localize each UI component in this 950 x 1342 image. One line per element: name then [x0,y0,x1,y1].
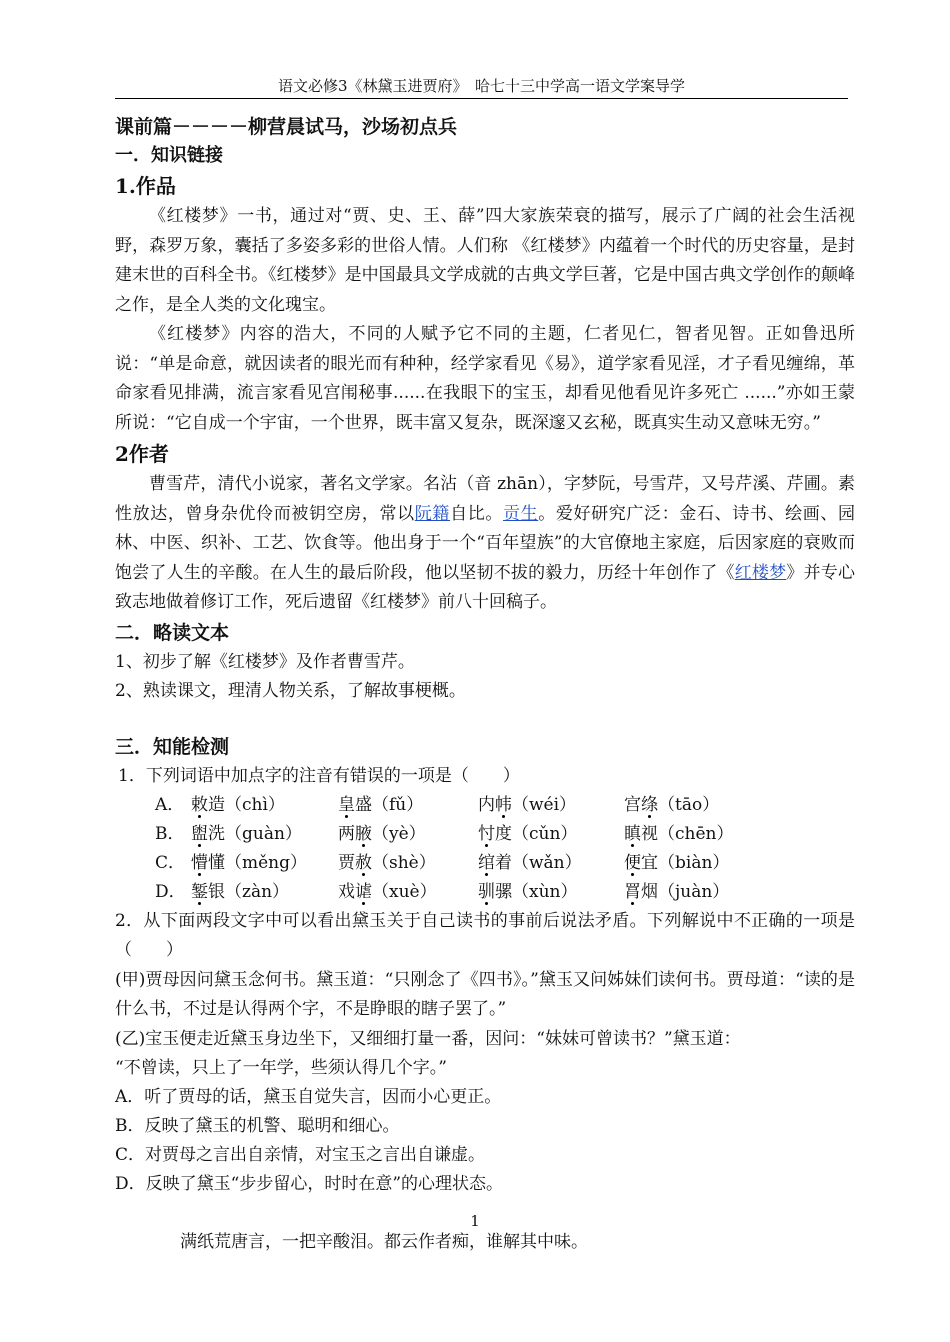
document-body [115,112,855,1199]
option-word: 忖度（cǔn） [478,823,578,844]
passage-jia: (甲)贾母因问黛玉念何书。黛玉道：“只刚念了《四书》。”黛玉又问姊妹们读何书。贾母道：“读的是什么书，不过是认得两个字，不是睁眼的瞎子罢了。” [115,969,855,1019]
option-label: D． [155,881,186,902]
option-word: 内帏（wéi） [478,794,577,815]
section-3-title: 三．知能检测 [115,735,230,758]
option-word: 驯骡（xùn） [478,881,578,902]
author-text-c: 。爱好研究广泛：金石、诗书、绘画、园林、中医、织补、工艺、饮食等。他出身于一个“百年望族”的大官僚地主家庭，后因家庭的衰败而饱尝了人生的辛酸。在人生的最后阶段，他以坚韧不拔的毅力，历经十年创作了《 [115,503,856,583]
author-paragraph [115,470,855,618]
option-word: 贾赦（shè） [338,852,436,873]
option-word: 便宜（biàn） [624,852,730,873]
option-word: 錾银（zàn） [191,881,290,902]
question-2-stem: 2．从下面两段文字中可以看出黛玉关于自己读书的事前后说法矛盾。下列解说中不正确的一项是（ ） [115,910,855,960]
answer-choice-d: D．反映了黛玉“步步留心，时时在意”的心理状态。 [115,1173,504,1194]
page-number: 1 [470,1212,480,1230]
section-2-title: 二．略读文本 [115,621,230,644]
option-label: C． [155,852,186,873]
passage-yi-line-2: “不曾读，只上了一年学，些须认得几个字。” [115,1057,447,1078]
question-1-stem: 1．下列词语中加点字的注音有错误的一项是（ ） [118,765,520,786]
option-word: 绾着（wǎn） [478,852,582,873]
option-word: 懵懂（měng） [191,852,308,873]
option-word: 两腋（yè） [338,823,426,844]
gongsheng-link[interactable]: 贡生 [502,503,539,524]
page-footer: 满纸荒唐言，一把辛酸泪。都云作者痴，谁解其中味。 [180,1232,588,1252]
option-row-a [115,791,855,820]
option-word: 盥洗（guàn） [191,823,302,844]
answer-choice-c: C．对贾母之言出自亲情，对宝玉之言出自谦虚。 [115,1144,486,1165]
ruanji-link[interactable]: 阮籍 [414,503,451,524]
reading-item: 2、熟读课文，理清人物关系，了解故事梗概。 [115,680,466,701]
section-1-title: 一．知识链接 [115,145,223,166]
page-header: 语文必修3《林黛玉进贾府》 哈七十三中学高一语文学案导学 [277,77,686,95]
works-title: 1.作品 [115,174,176,198]
hongloumeng-link[interactable]: 红楼梦 [734,562,787,583]
passage-yi-line-1: (乙)宝玉便走近黛玉身边坐下，又细细打量一番，因问：“妹妹可曾读书？”黛玉道： [115,1028,741,1049]
header-rule [115,98,848,99]
author-text-a: 曹雪芹，清代小说家，著名文学家。名沾（音 zhān），字梦阮，号雪芹，又号芹溪、芹圃。素性放达，曾身杂优伶而被钥空房，常以 [115,474,855,524]
works-paragraph-1: 《红楼梦》一书，通过对“贾、史、王、薛”四大家族荣衰的描写，展示了广阔的社会生活视野，森罗万象，囊括了多姿多彩的世俗人情。人们称 《红楼梦》内蕴着一个时代的历史容量，是封建末世的百科全书。《红楼梦》是中国最具文学成就的古典文学巨著，它是中国古典文学创作的颠峰之作，是全人类的文化瑰宝。 [115,206,855,315]
reading-item: 1、初步了解《红楼梦》及作者曹雪芹。 [115,651,415,672]
answer-choice-a: A．听了贾母的话，黛玉自觉失言，因而小心更正。 [115,1086,502,1107]
main-title: 课前篇－－－－柳营晨试马，沙场初点兵 [115,116,458,138]
option-row-b [115,820,855,849]
author-text-d: 》并专心致志地做着修订工作，死后遗留《红楼梦》前八十回稿子。 [115,562,856,612]
option-row-c [115,849,855,878]
question-1-options [115,791,855,907]
option-word: 戏谑（xuè） [338,881,437,902]
option-word: 皇盛（fǔ） [338,794,424,815]
works-paragraph-2: 《红楼梦》内容的浩大，不同的人赋予它不同的主题，仁者见仁，智者见智。正如鲁迅所说：“单是命意，就因读者的眼光而有种种，经学家看见《易》，道学家看见淫，才子看见缠绵，革命家看见排满，流言家看见宫闱秘事......在我眼下的宝玉，却看见他看见许多死亡 ......”亦如王蒙所说：“它自成一个宇宙，一个世界，既丰富又复杂，既深邃又玄秘，既真实生动又意味无穷。” [115,324,855,433]
answer-choice-b: B．反映了黛玉的机警、聪明和细心。 [115,1115,400,1136]
option-label: B． [155,823,185,844]
author-text-b: 自比。 [450,503,503,524]
spacer [115,706,855,732]
author-title: 2作者 [115,442,169,466]
option-word: 宫绦（tāo） [624,794,720,815]
option-word: 敕造（chì） [191,794,285,815]
option-row-d [115,878,855,907]
option-label: A． [155,794,185,815]
option-word: 罥烟（juàn） [624,881,730,902]
option-word: 瞋视（chēn） [624,823,734,844]
